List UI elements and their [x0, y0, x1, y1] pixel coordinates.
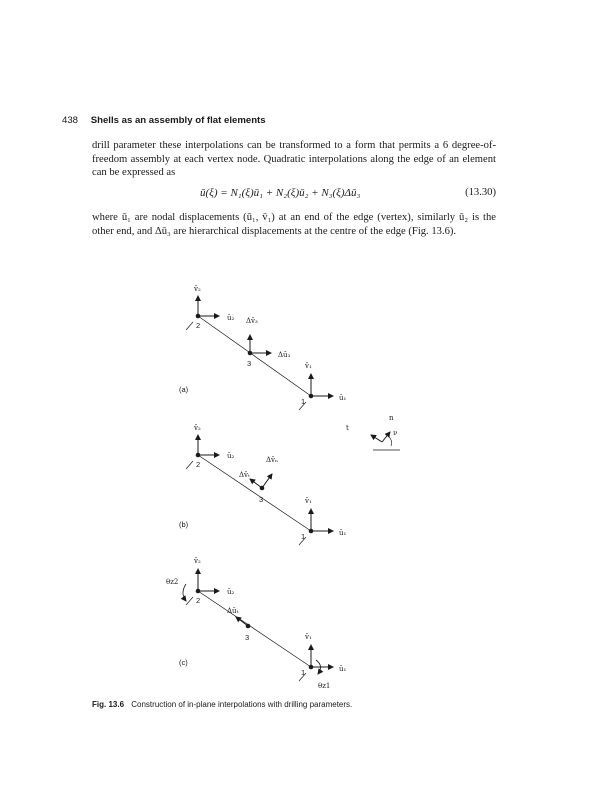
- label-v1: v̄₁: [305, 633, 312, 641]
- support-tick: [186, 597, 193, 605]
- support-tick: [186, 461, 193, 469]
- panel-label-b: (b): [179, 520, 189, 529]
- paragraph-intro: drill parameter these interpolations can be transformed to a form that permits a 6 degree-of-freedom assembly at each vertex node. Quadratic interpolations along the edge of an element can be expressed as: [92, 140, 496, 178]
- label-dvt: Δv̄ₜ: [239, 471, 250, 479]
- equation-number: (13.30): [465, 187, 496, 198]
- label-v2: v̄₂: [194, 424, 201, 432]
- label-u1: ū₁: [339, 529, 347, 537]
- element-edge: [198, 316, 311, 396]
- t-axis-arrow: [371, 435, 382, 442]
- paragraph-where: where ū₁ are nodal displacements (ū₁, v̄₁) at an end of the edge (vertex), similarly ū₂ is the other end, and Δū₃ are hierarchical displacements at the centre of the edge (Fig. 13.6).: [92, 212, 496, 237]
- label-v2: v̄₂: [194, 557, 201, 565]
- label-dut: Δūₜ: [227, 607, 239, 615]
- panel-label-c: (c): [179, 658, 188, 667]
- label-v2: v̄₂: [194, 285, 201, 293]
- nt-axes: [346, 414, 400, 450]
- label-v1: v̄₁: [305, 497, 312, 505]
- label-dvn: Δv̄ₙ: [266, 456, 279, 464]
- node-label-3: 3: [259, 495, 264, 504]
- panel-b: [179, 424, 347, 545]
- equation-13-30: ū(ξ) = N₁(ξ)ū₁ + N₂(ξ)ū₂ + N₃(ξ)Δū₃: [200, 187, 361, 199]
- label-nu: ν: [393, 429, 398, 437]
- caption-text: Construction of in-plane interpolations with drilling parameters.: [131, 700, 353, 709]
- label-u2: ū₂: [227, 452, 235, 460]
- page-number: 438: [62, 115, 79, 126]
- label-u2: ū₂: [227, 588, 235, 596]
- node-label-1: 1: [301, 397, 306, 406]
- node-label-1: 1: [301, 532, 306, 541]
- node-label-2: 2: [196, 460, 201, 469]
- element-edge: [198, 591, 311, 667]
- node-label-1: 1: [301, 668, 306, 677]
- dut-arrow: [236, 617, 248, 626]
- label-u1: ū₁: [339, 665, 347, 673]
- node-label-2: 2: [196, 596, 201, 605]
- figure-caption: [92, 700, 352, 709]
- theta2-rotation-arrow: [183, 584, 186, 601]
- label-t: t: [346, 424, 349, 432]
- label-theta1: θz1: [318, 682, 331, 690]
- label-du3: Δū₃: [278, 351, 291, 359]
- panel-a: [179, 285, 347, 410]
- element-edge: [198, 455, 311, 531]
- angle-arc: [388, 436, 392, 446]
- dvt-arrow: [250, 479, 262, 488]
- label-u2: ū₂: [227, 314, 235, 322]
- node-label-2: 2: [196, 321, 201, 330]
- panel-c: [166, 557, 347, 690]
- dvn-arrow: [262, 474, 272, 488]
- node-label-3: 3: [245, 633, 250, 642]
- caption-label: Fig. 13.6: [92, 700, 125, 709]
- running-head: Shells as an assembly of flat elements: [90, 115, 266, 126]
- panel-label-a: (a): [179, 385, 189, 394]
- node-label-3: 3: [247, 359, 252, 368]
- support-tick: [186, 322, 193, 330]
- label-n: n: [389, 414, 394, 422]
- label-theta2: θz2: [166, 578, 179, 586]
- label-dv3: Δv̄₃: [246, 317, 258, 325]
- label-v1: v̄₁: [305, 362, 312, 370]
- label-u1: ū₁: [339, 394, 347, 402]
